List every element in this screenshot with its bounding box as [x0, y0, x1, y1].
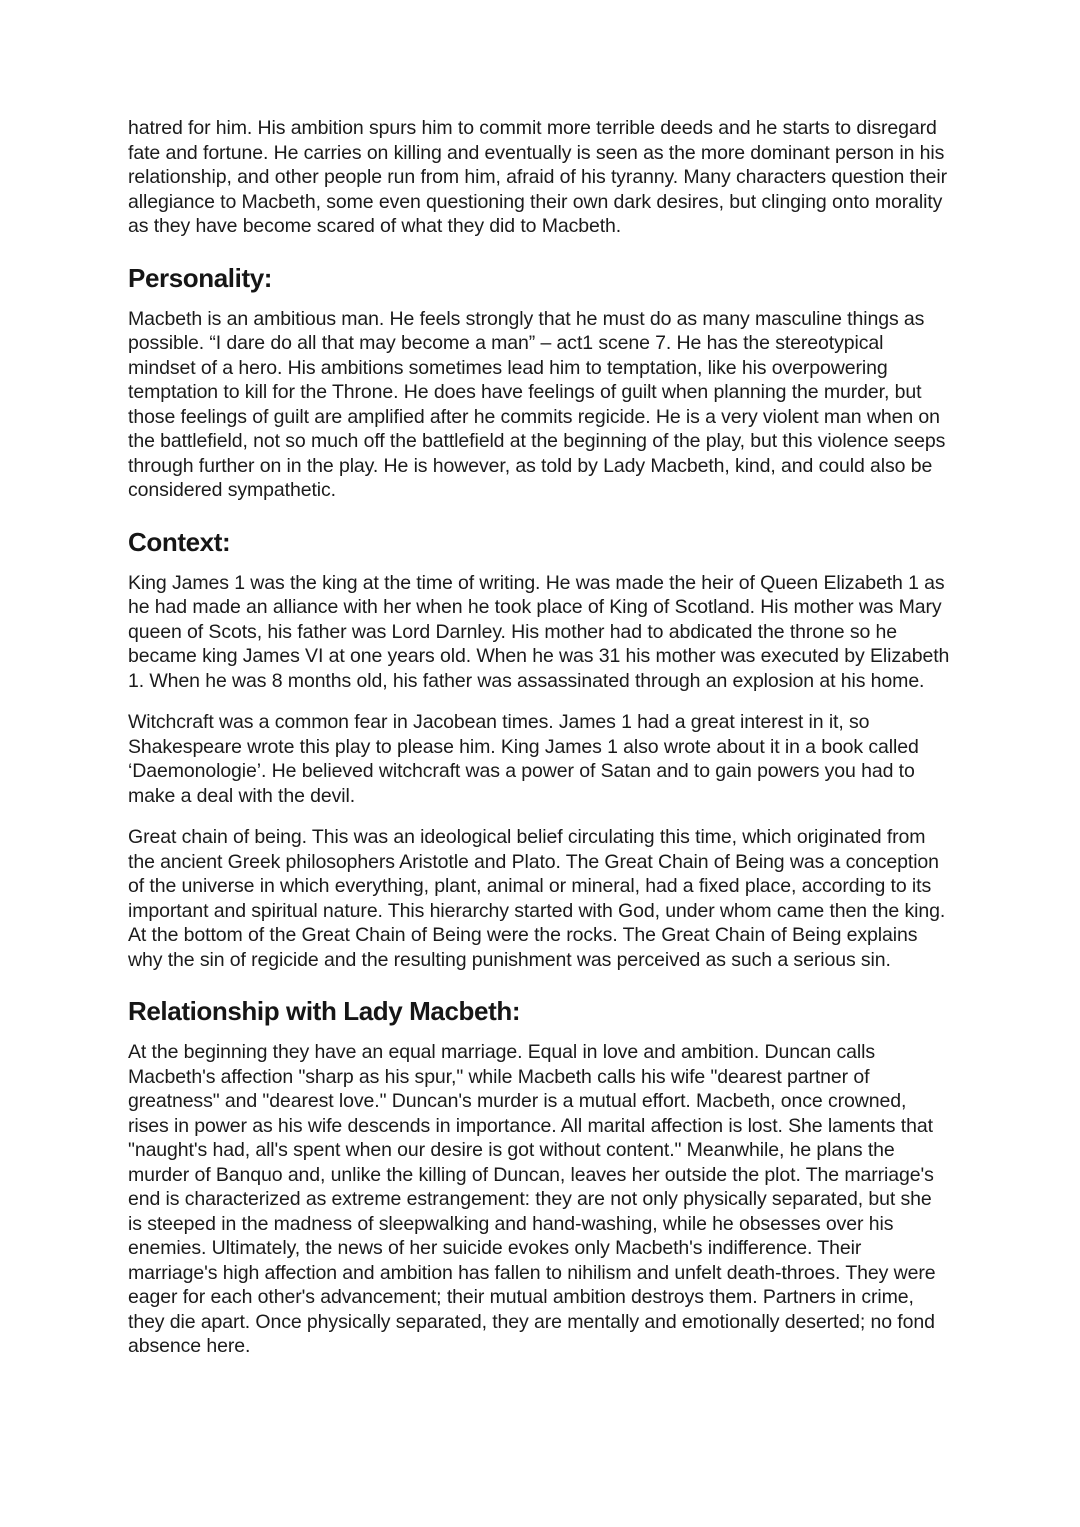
- document-body: [128, 116, 950, 1359]
- section-context: [128, 527, 950, 973]
- context-paragraph-great-chain: Great chain of being. This was an ideological belief circulating this time, which originated from the ancient Greek philosophers Aristotle and Plato. The Great Chain of Being was a conception of the universe in which everything, plant, animal or mineral, had a fixed place, according to its important and spiritual nature. This hierarchy started with God, under whom came then the king. At the bottom of the Great Chain of Being were the rocks. The Great Chain of Being explains why the sin of regicide and the resulting punishment was perceived as such a serious sin.: [128, 826, 946, 971]
- intro-paragraph: hatred for him. His ambition spurs him to commit more terrible deeds and he starts to disregard fate and fortune. He carries on killing and eventually is seen as the more dominant person in his relationship, and other people run from him, afraid of his tyranny. Many characters question their allegiance to Macbeth, some even questioning their own dark desires, but clinging onto morality as they have become scared of what they did to Macbeth.: [128, 117, 948, 237]
- heading-context: Context:: [128, 526, 231, 557]
- context-paragraph-king-james: King James 1 was the king at the time of writing. He was made the heir of Queen Elizabeth 1 as he had made an alliance with her when he took place of King of Scotland. His mother was Mary queen of Scots, his father was Lord Darnley. His mother had to abdicated the throne so he became king James VI at one years old. When he was 31 his mother was executed by Elizabeth 1. When he was 8 months old, his father was assassinated through an explosion at his home.: [128, 571, 950, 692]
- heading-personality: Personality:: [128, 262, 273, 293]
- personality-paragraph: Macbeth is an ambitious man. He feels strongly that he must do as many masculine things as possible. “I dare do all that may become a man” – act1 scene 7. He has the stereotypical mindset of a hero. His ambitions sometimes lead him to temptation, like his overpowering temptation to kill for the Throne. He does have feelings of guilt when planning the murder, but those feelings of guilt are amplified after he commits regicide. He is a very violent man when on the battlefield, not so much off the battlefield at the beginning of the play, but this violence seeps through further on in the play. He is however, as told by Lady Macbeth, kind, and could also be considered sympathetic.: [128, 307, 946, 501]
- relationship-paragraph: At the beginning they have an equal marriage. Equal in love and ambition. Duncan calls Macbeth's affection "sharp as his spur," while Macbeth calls his wife "dearest partner of greatness" and "dearest love." Duncan's murder is a mutual effort. Macbeth, once crowned, rises in power as his wife descends in importance. All marital affection is lost. She laments that "naught's had, all's spent when our desire is got without content." Meanwhile, he plans the murder of Banquo and, unlike the killing of Duncan, leaves her outside the plot. The marriage's end is characterized as extreme estrangement: they are not only physically separated, but she is steeped in the madness of sleepwalking and hand-washing, while he obsesses over his enemies. Ultimately, the news of her suicide evokes only Macbeth's indifference. Their marriage's high affection and ambition has fallen to nihilism and unfelt death-throes. They were eager for each other's advancement; their mutual ambition destroys them. Partners in crime, they die apart. Once physically separated, they are mentally and emotionally deserted; no fond absence here.: [128, 1041, 936, 1357]
- section-relationship: [128, 996, 950, 1359]
- context-paragraph-witchcraft: Witchcraft was a common fear in Jacobean times. James 1 had a great interest in it, so Shakespeare wrote this play to please him. King James 1 also wrote about it in a book called ‘Daemonologie’. He believed witchcraft was a power of Satan and to gain powers you had to make a deal with the devil.: [128, 711, 919, 807]
- heading-relationship-with-lady-macbeth: Relationship with Lady Macbeth:: [128, 996, 521, 1026]
- section-personality: [128, 263, 950, 503]
